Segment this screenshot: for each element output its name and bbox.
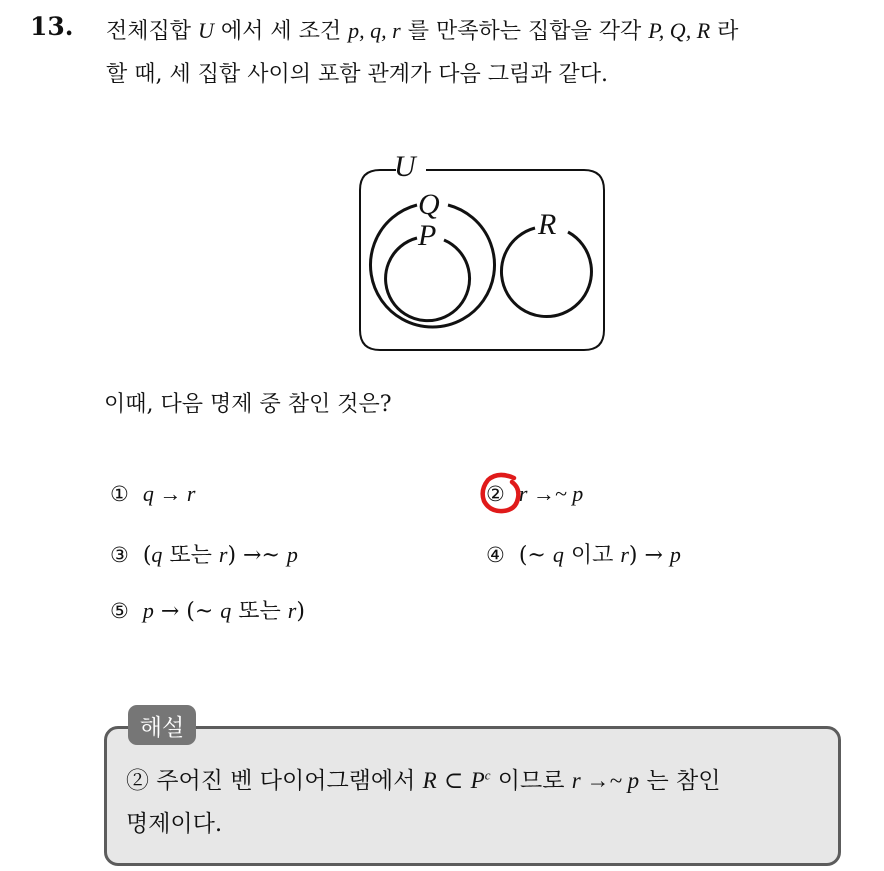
solution-text-line1: ② 주어진 벤 다이어그램에서 R ⊂ $P^c$ 이므로 r →~ p 는 참인	[126, 767, 721, 794]
choice-1[interactable]: ① q → r	[110, 481, 196, 506]
venn-diagram	[350, 148, 616, 358]
question-text-line1: 전체집합 U 에서 세 조건 p, q, r 를 만족하는 집합을 각각 P, Q, R 라	[106, 18, 739, 44]
solution-box	[104, 726, 841, 866]
set-q-label: Q	[418, 188, 440, 221]
choice-5[interactable]: ⑤ p → (~ q 또는 r)	[110, 598, 305, 624]
set-p-label: P	[418, 219, 437, 252]
choice-3[interactable]: ③ (q 또는 r) →~ p	[110, 542, 298, 568]
question-text-line2: 할 때, 세 집합 사이의 포함 관계가 다음 그림과 같다.	[106, 62, 608, 87]
choice-2[interactable]: ② r →~ p	[486, 481, 584, 506]
universal-set-box	[360, 170, 604, 350]
question-prompt: 이때, 다음 명제 중 참인 것은?	[104, 392, 392, 417]
choice-4[interactable]: ④ (~ q 이고 r) → p	[486, 542, 681, 568]
question-number: 13.	[30, 12, 74, 41]
universal-set-label: U	[394, 150, 416, 183]
solution-tag: 해설	[128, 705, 196, 745]
set-r-label: R	[538, 208, 557, 241]
solution-text-line2: 명제이다.	[126, 811, 223, 837]
set-r-circle	[501, 228, 591, 317]
